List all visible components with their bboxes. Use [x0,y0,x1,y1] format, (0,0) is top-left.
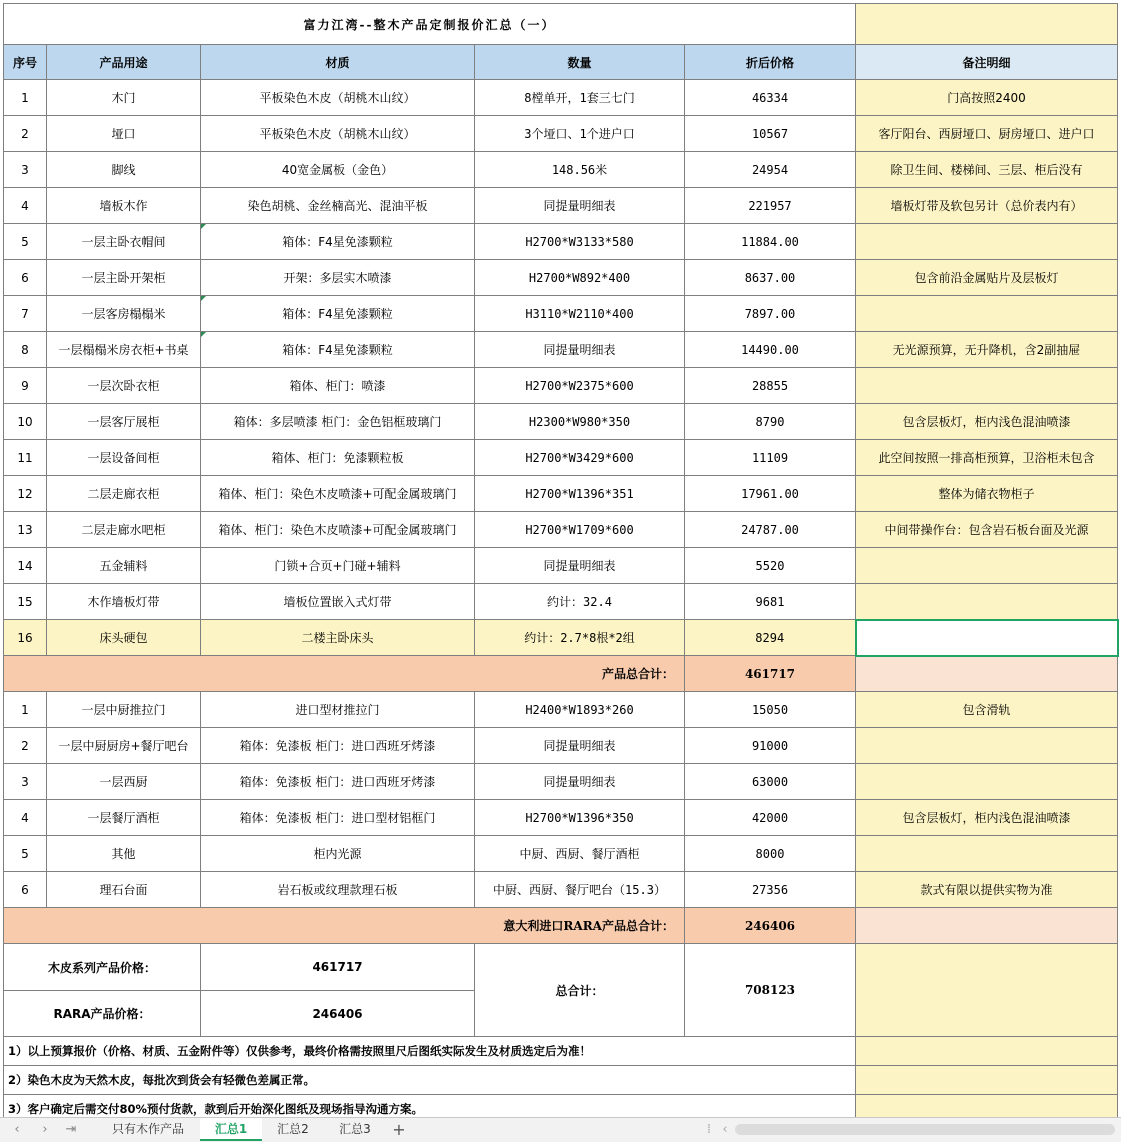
woodwork-item-row [4,80,1118,116]
tab-summary-1[interactable]: 汇总1 [200,1118,262,1141]
prev-sheet-icon[interactable]: ‹ [14,1122,20,1137]
cell-price[interactable]: 15050 [685,692,856,728]
cell-use[interactable]: 一层榻榻米房衣柜+书桌 [47,332,201,368]
cell-note[interactable]: 包含滑轨 [856,692,1118,728]
woodwork-item-row [4,404,1118,440]
cell-qty[interactable]: 同提量明细表 [475,728,685,764]
cell-price[interactable]: 24787.00 [685,512,856,548]
cell-note[interactable] [856,584,1118,620]
cell-no[interactable]: 12 [4,476,47,512]
cell-material[interactable]: 岩石板或纹理款理石板 [201,872,475,908]
cell-material[interactable]: 箱体：免漆板 柜门：进口型材铝框门 [201,800,475,836]
cell-material[interactable]: 箱体：免漆板 柜门：进口西班牙烤漆 [201,728,475,764]
woodwork-item-row [4,476,1118,512]
cell-note[interactable] [856,368,1118,404]
woodwork-item-row [4,296,1118,332]
cell-price[interactable]: 14490.00 [685,332,856,368]
cell-qty[interactable]: H2400*W1893*260 [475,692,685,728]
comment-marker [201,296,206,301]
rara-item-row [4,728,1118,764]
rara-item-row [4,692,1118,728]
cell-use[interactable]: 一层设备间柜 [47,440,201,476]
cell-note[interactable]: 门高按照2400 [856,80,1118,116]
cell-price[interactable]: 8637.00 [685,260,856,296]
header-qty[interactable]: 数量 [475,45,685,80]
cell-price[interactable]: 8000 [685,836,856,872]
cell-no[interactable]: 3 [4,764,47,800]
cell-material[interactable]: 箱体：F4星免漆颗粒 [201,296,475,332]
cell-qty[interactable]: 3个垭口、1个进户口 [475,116,685,152]
cell-no[interactable]: 7 [4,296,47,332]
woodwork-item-row [4,260,1118,296]
cell-no[interactable]: 3 [4,152,47,188]
product-total [4,656,1118,692]
cell-no[interactable]: 15 [4,584,47,620]
tab-summary-3[interactable]: 汇总3 [339,1122,371,1136]
cell-use[interactable]: 一层主卧衣帽间 [47,224,201,260]
cell-note[interactable]: 无光源预算，无升降机，含2副抽屉 [856,332,1118,368]
cell-material[interactable]: 二楼主卧床头 [201,620,475,656]
cell-use[interactable]: 一层中厨推拉门 [47,692,201,728]
rara-price-value[interactable]: 246406 [201,991,475,1037]
cell-price[interactable]: 63000 [685,764,856,800]
cell-note-title[interactable] [856,4,1118,45]
cell-material[interactable]: 箱体、柜门：喷漆 [201,368,475,404]
cell-use[interactable]: 一层西厨 [47,764,201,800]
footnote-note[interactable] [856,1066,1118,1095]
header-no[interactable]: 序号 [4,45,47,80]
cell-qty[interactable]: H2700*W2375*600 [475,368,685,404]
footnote-text[interactable]: 3）客户确定后需交付80%预付货款，款到后开始深化图纸及现场指导沟通方案。 [4,1095,856,1124]
rara-item-row [4,872,1118,908]
cell-note[interactable]: 客厅阳台、西厨垭口、厨房垭口、进户口 [856,116,1118,152]
cell-note[interactable]: 除卫生间、楼梯间、三层、柜后没有 [856,152,1118,188]
cell-use[interactable]: 木作墙板灯带 [47,584,201,620]
cell-use[interactable]: 其他 [47,836,201,872]
woodwork-item-row [4,440,1118,476]
cell-no[interactable]: 5 [4,224,47,260]
cell-material[interactable]: 门锁+合页+门碰+辅料 [201,548,475,584]
cell-note[interactable]: 包含层板灯，柜内浅色混油喷漆 [856,404,1118,440]
cell-note[interactable] [856,728,1118,764]
woodwork-item-row [4,584,1118,620]
cell-no[interactable]: 8 [4,332,47,368]
cell-use[interactable]: 床头硬包 [47,620,201,656]
cell-use[interactable]: 一层餐厅酒柜 [47,800,201,836]
woodwork-item-row [4,620,1118,656]
cell-note[interactable] [856,296,1118,332]
cell-note[interactable] [856,764,1118,800]
cell-price[interactable]: 9681 [685,584,856,620]
cell-price[interactable]: 7897.00 [685,296,856,332]
cell-price[interactable]: 17961.00 [685,476,856,512]
quote-table [3,3,1119,1124]
cell-qty[interactable]: 148.56米 [475,152,685,188]
comment-marker [201,332,206,337]
cell-use[interactable]: 木门 [47,80,201,116]
cell-use[interactable]: 一层客厅展柜 [47,404,201,440]
cell-no[interactable]: 6 [4,872,47,908]
cell-no[interactable]: 5 [4,836,47,872]
cell-note[interactable]: 整体为储衣物柜子 [856,476,1118,512]
cell-qty[interactable]: H2300*W980*350 [475,404,685,440]
grand-total-label[interactable]: 总合计： [475,944,685,1037]
cell-qty[interactable]: 中厨、西厨、餐厅酒柜 [475,836,685,872]
rara-total-label[interactable]: 意大利进口RARA产品总合计： [4,908,685,944]
woodwork-item-row [4,368,1118,404]
veneer-price-label[interactable]: 木皮系列产品价格： [4,944,201,991]
cell-qty[interactable]: 同提量明细表 [475,548,685,584]
cell-note[interactable]: 款式有限以提供实物为准 [856,872,1118,908]
cell-no[interactable]: 9 [4,368,47,404]
cell-use[interactable]: 二层走廊衣柜 [47,476,201,512]
cell-qty[interactable]: H2700*W1396*351 [475,476,685,512]
tab-summary-2[interactable]: 汇总2 [277,1122,309,1136]
product-total-value[interactable]: 461717 [685,656,856,692]
cell-price[interactable]: 42000 [685,800,856,836]
cell-price[interactable]: 46334 [685,80,856,116]
footnote-text[interactable]: 2）染色木皮为天然木皮，每批次到货会有轻微色差属正常。 [4,1066,856,1095]
footnote-row [4,1066,1118,1095]
cell-price[interactable]: 8790 [685,404,856,440]
cell-use[interactable]: 理石台面 [47,872,201,908]
spreadsheet[interactable] [3,3,1119,1124]
rara-item-row [4,800,1118,836]
cell-no[interactable]: 6 [4,260,47,296]
product-total-label[interactable]: 产品总合计： [4,656,685,692]
cell-use[interactable]: 一层次卧衣柜 [47,368,201,404]
cell-qty[interactable]: 8樘单开，1套三七门 [475,80,685,116]
cell-material[interactable]: 箱体：F4星免漆颗粒 [201,224,475,260]
cell-use[interactable]: 一层主卧开架柜 [47,260,201,296]
footnote-note[interactable] [856,1037,1118,1066]
cell-price[interactable]: 24954 [685,152,856,188]
cell-qty[interactable]: H2700*W1396*350 [475,800,685,836]
sheet-tab-bar [0,1117,1121,1142]
cell-qty[interactable]: 同提量明细表 [475,188,685,224]
cell-material[interactable]: 箱体：多层喷漆 柜门：金色铝框玻璃门 [201,404,475,440]
cell-price[interactable]: 10567 [685,116,856,152]
cell-material[interactable]: 箱体、柜门：染色木皮喷漆+可配金属玻璃门 [201,476,475,512]
cell-price[interactable]: 27356 [685,872,856,908]
cell-material[interactable]: 进口型材推拉门 [201,692,475,728]
veneer-price-value[interactable]: 461717 [201,944,475,991]
scroll-left-icon[interactable]: ‹ [722,1122,728,1137]
cell-price[interactable]: 221957 [685,188,856,224]
woodwork-item-row [4,512,1118,548]
cell-use[interactable]: 五金辅料 [47,548,201,584]
sheet-title[interactable]: 富力江湾--整木产品定制报价汇总（一） [4,4,856,45]
cell-note[interactable]: 中间带操作台：包含岩石板台面及光源 [856,512,1118,548]
cell-material[interactable]: 墙板位置嵌入式灯带 [201,584,475,620]
cell-price[interactable]: 8294 [685,620,856,656]
cell-qty[interactable]: H2700*W3133*580 [475,224,685,260]
cell-use[interactable]: 二层走廊水吧柜 [47,512,201,548]
rara-total [4,908,1118,944]
cell-no[interactable]: 4 [4,188,47,224]
cell-no[interactable]: 16 [4,620,47,656]
cell-material[interactable]: 箱体：免漆板 柜门：进口西班牙烤漆 [201,764,475,800]
footnote-row [4,1037,1118,1066]
cell-qty[interactable]: 约计：2.7*8根*2组 [475,620,685,656]
cell-no[interactable]: 13 [4,512,47,548]
cell-note[interactable]: 此空间按照一排高柜预算，卫浴柜未包含 [856,440,1118,476]
cell-no[interactable]: 2 [4,728,47,764]
cell-material[interactable]: 箱体：F4星免漆颗粒 [201,332,475,368]
last-sheet-icon[interactable]: ⇥ [65,1122,77,1137]
grand-total-value[interactable]: 708123 [685,944,856,1037]
woodwork-item-row [4,224,1118,260]
rara-item-row [4,836,1118,872]
cell-no[interactable]: 1 [4,692,47,728]
cell-no[interactable]: 1 [4,80,47,116]
cell-no[interactable]: 10 [4,404,47,440]
cell-material[interactable]: 柜内光源 [201,836,475,872]
cell-qty[interactable]: 同提量明细表 [475,332,685,368]
cell-note[interactable]: 墙板灯带及软包另计（总价表内有） [856,188,1118,224]
rara-total-note[interactable] [856,908,1118,944]
cell-qty[interactable]: 中厨、西厨、餐厅吧台（15.3） [475,872,685,908]
rara-price-label[interactable]: RARA产品价格： [4,991,201,1037]
cell-material[interactable]: 40宽金属板（金色） [201,152,475,188]
cell-price[interactable]: 28855 [685,368,856,404]
cell-qty[interactable]: H2700*W3429*600 [475,440,685,476]
cell-price[interactable]: 11109 [685,440,856,476]
cell-qty[interactable]: 约计：32.4 [475,584,685,620]
cell-use[interactable]: 垭口 [47,116,201,152]
cell-qty[interactable]: H2700*W892*400 [475,260,685,296]
cell-material[interactable]: 平板染色木皮（胡桃木山纹） [201,116,475,152]
cell-price[interactable]: 11884.00 [685,224,856,260]
cell-no[interactable]: 4 [4,800,47,836]
woodwork-item-row [4,332,1118,368]
header-material[interactable]: 材质 [201,45,475,80]
cell-price[interactable]: 5520 [685,548,856,584]
comment-marker [201,224,206,229]
cell-material[interactable]: 箱体、柜门：免漆颗粒板 [201,440,475,476]
cell-material[interactable]: 染色胡桃、金丝楠高光、混油平板 [201,188,475,224]
woodwork-item-row [4,548,1118,584]
cell-no[interactable]: 2 [4,116,47,152]
cell-price[interactable]: 91000 [685,728,856,764]
woodwork-item-row [4,188,1118,224]
cell-material[interactable]: 开架：多层实木喷漆 [201,260,475,296]
header-note[interactable]: 备注明细 [856,45,1118,80]
woodwork-item-row [4,152,1118,188]
tab-splitter-icon[interactable]: ⁞ [706,1122,712,1137]
cell-no[interactable]: 14 [4,548,47,584]
cell-use[interactable]: 墙板木作 [47,188,201,224]
header-price[interactable]: 折后价格 [685,45,856,80]
cell-note[interactable] [856,836,1118,872]
rara-total-value[interactable]: 246406 [685,908,856,944]
summary-row [4,944,1118,991]
horizontal-scrollbar[interactable] [735,1124,1115,1135]
cell-material[interactable]: 箱体、柜门：染色木皮喷漆+可配金属玻璃门 [201,512,475,548]
rara-item-row [4,764,1118,800]
cell-note[interactable]: 包含前沿金属贴片及层板灯 [856,260,1118,296]
cell-note[interactable]: 包含层板灯，柜内浅色混油喷漆 [856,800,1118,836]
cell-use[interactable]: 脚线 [47,152,201,188]
cell-note[interactable] [856,224,1118,260]
cell-qty[interactable]: H3110*W2110*400 [475,296,685,332]
tab-only-woodwork[interactable]: 只有木作产品 [111,1122,184,1136]
summary-note[interactable] [856,944,1118,1037]
woodwork-item-row [4,116,1118,152]
add-sheet-icon[interactable]: + [392,1120,406,1139]
footnote-text[interactable]: 1）以上预算报价（价格、材质、五金附件等）仅供参考，最终价格需按照里尺后图纸实际发生及材质选定后为准！ [4,1037,856,1066]
cell-qty[interactable]: H2700*W1709*600 [475,512,685,548]
product-total-note[interactable] [856,656,1118,692]
cell-material[interactable]: 平板染色木皮（胡桃木山纹） [201,80,475,116]
cell-use[interactable]: 一层中厨厨房+餐厅吧台 [47,728,201,764]
selected-cell[interactable] [856,620,1118,656]
next-sheet-icon[interactable]: › [42,1122,48,1137]
cell-note[interactable] [856,548,1118,584]
header-use[interactable]: 产品用途 [47,45,201,80]
cell-no[interactable]: 11 [4,440,47,476]
cell-use[interactable]: 一层客房榻榻米 [47,296,201,332]
cell-qty[interactable]: 同提量明细表 [475,764,685,800]
